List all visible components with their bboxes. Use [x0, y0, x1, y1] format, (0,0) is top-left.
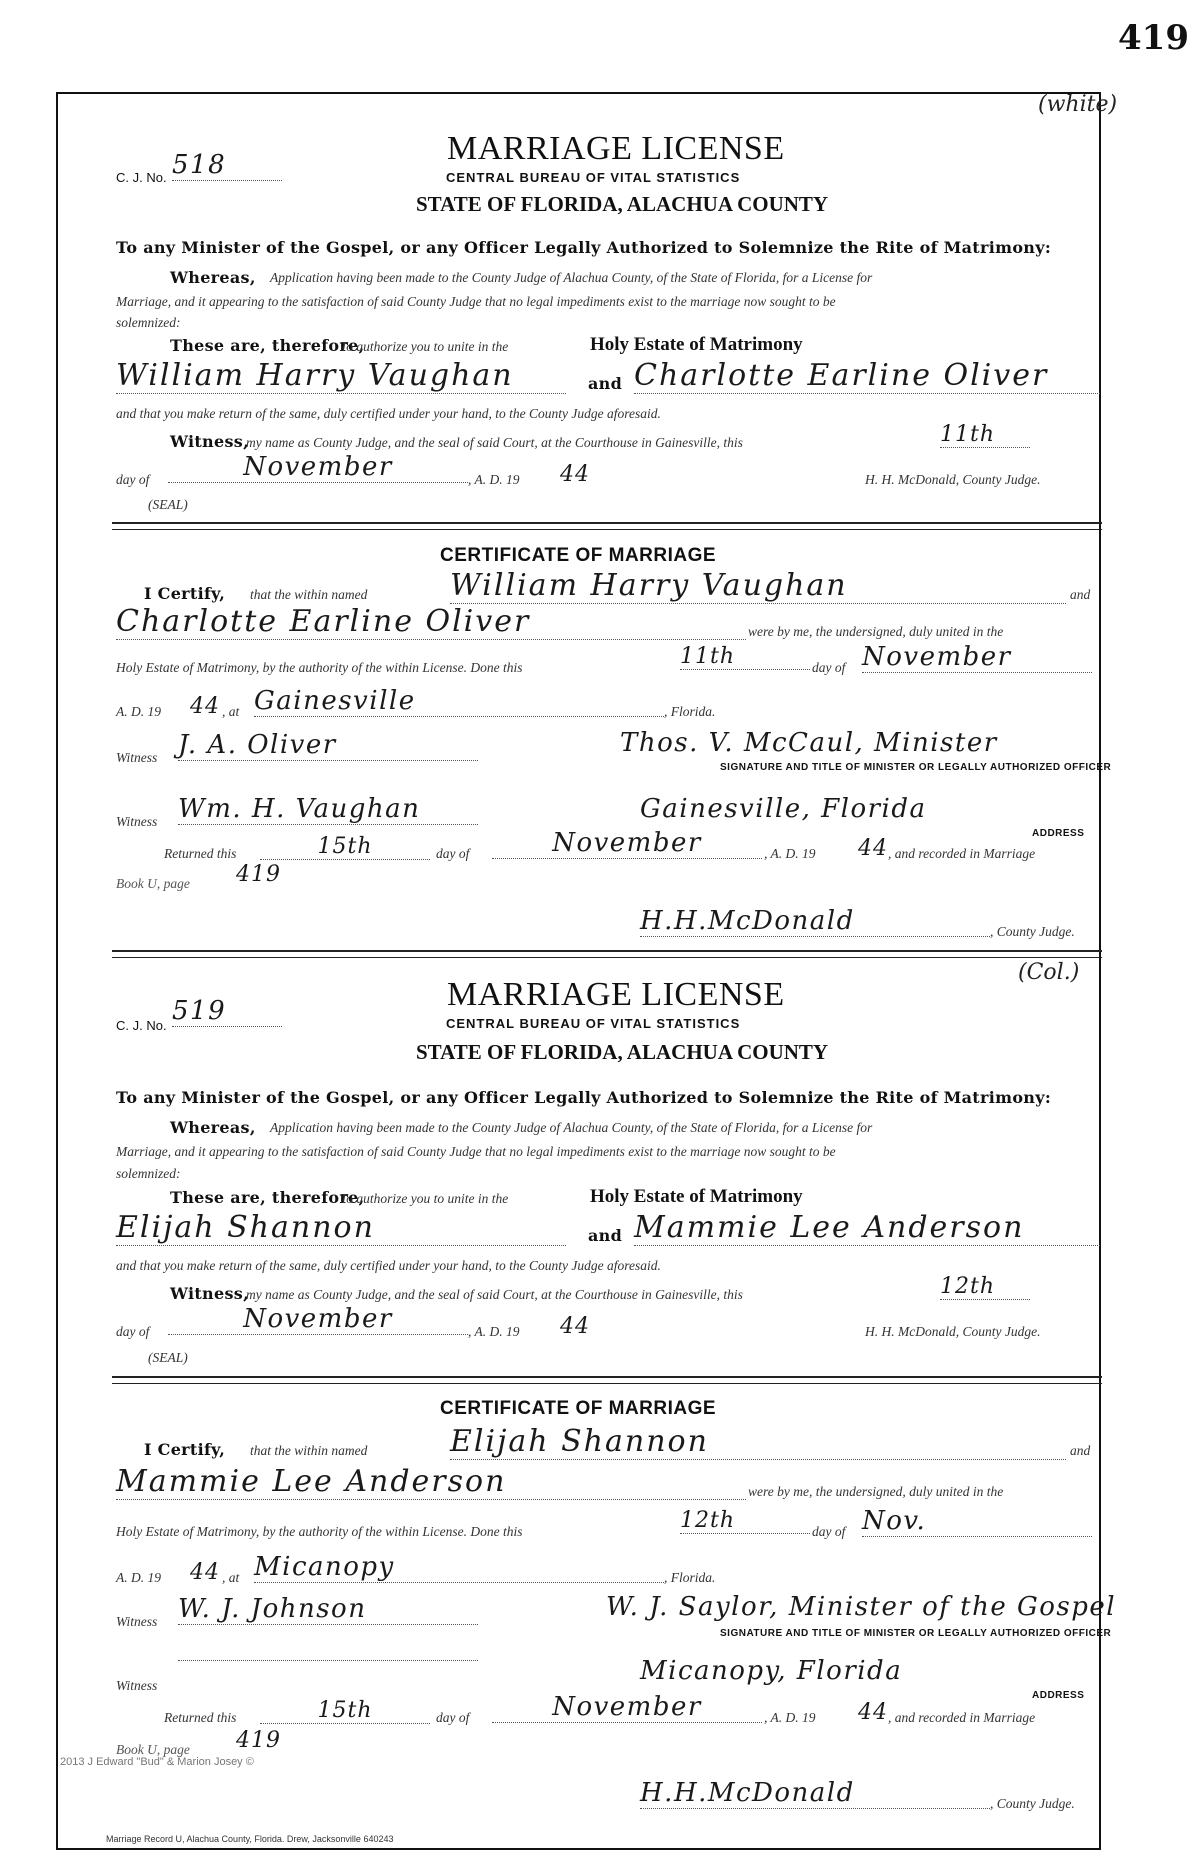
holy-estate: Holy Estate of Matrimony: [590, 334, 803, 355]
witness2-label: Witness: [116, 814, 158, 829]
these-text: To authorize you to unite in the: [340, 339, 509, 354]
recorded-year-2: 44: [858, 1700, 888, 1725]
officer-caption-2: SIGNATURE AND TITLE OF MINISTER OR LEGALLY AUTHORIZED OFFICER: [720, 1628, 1112, 1639]
certify-label-2: I Certify,: [144, 1440, 226, 1459]
cj-label-2: C. J. No.: [116, 1018, 167, 1033]
witness1-name-2: W. J. Johnson: [178, 1594, 478, 1625]
returned-month-2: November: [492, 1692, 762, 1723]
cert-place: Gainesville: [254, 686, 664, 717]
watermark: 2013 J Edward "Bud" & Marion Josey ©: [60, 1756, 254, 1768]
officer-signature: Thos. V. McCaul, Minister: [620, 728, 998, 758]
returned-day-2: 15th: [260, 1698, 430, 1724]
groom-name: William Harry Vaughan: [116, 358, 566, 394]
cj-label: C. J. No.: [116, 170, 167, 185]
these-label-2: These are, therefore,: [170, 1188, 365, 1207]
whereas-text-3-2: solemnized:: [116, 1166, 181, 1181]
day-of-label: day of: [116, 472, 150, 487]
officer-address: Gainesville, Florida: [640, 794, 927, 824]
cert-ad-label: A. D. 19: [116, 704, 161, 719]
certificate-title-2: CERTIFICATE OF MARRIAGE: [440, 1398, 717, 1419]
section-divider-2: [112, 1376, 1102, 1384]
recorded-text: , A. D. 19: [764, 846, 816, 861]
cert-month-2: Nov.: [862, 1506, 1092, 1537]
holy-text-2: Holy Estate of Matrimony, by the authority of the within License. Done this: [116, 1524, 523, 1539]
officer-address-2: Micanopy, Florida: [640, 1656, 903, 1686]
whereas-label: Whereas,: [170, 268, 256, 287]
witness-label-2: Witness,: [170, 1284, 249, 1303]
page-frame: [56, 92, 1101, 1850]
these-label: These are, therefore,: [170, 336, 365, 355]
license-title: MARRIAGE LICENSE: [447, 130, 785, 167]
day-of-label-2: day of: [116, 1324, 150, 1339]
cert-bride-2: Mammie Lee Anderson: [116, 1464, 746, 1500]
judge-signature: H.H.McDonald: [640, 906, 990, 937]
united-text-2: were by me, the undersigned, duly united in the: [748, 1484, 1004, 1499]
judge-signature-2: H.H.McDonald: [640, 1778, 990, 1809]
license-title-2: MARRIAGE LICENSE: [447, 976, 785, 1013]
witness1-name: J. A. Oliver: [178, 730, 478, 761]
cert-bride: Charlotte Earline Oliver: [116, 604, 746, 640]
footer-imprint: Marriage Record U, Alachua County, Florida. Drew, Jacksonville 640243: [106, 1834, 394, 1844]
cert-day: 11th: [680, 644, 810, 670]
cert-day-of-2: day of: [812, 1524, 846, 1539]
cert-day-2: 12th: [680, 1508, 810, 1534]
bureau-name-2: CENTRAL BUREAU OF VITAL STATISTICS: [446, 1016, 741, 1031]
whereas-label-2: Whereas,: [170, 1118, 256, 1137]
state-county: STATE OF FLORIDA, ALACHUA COUNTY: [416, 192, 829, 216]
officer-caption: SIGNATURE AND TITLE OF MINISTER OR LEGALLY AUTHORIZED OFFICER: [720, 762, 1112, 773]
judge-printed-2: H. H. McDonald, County Judge.: [865, 1324, 1041, 1339]
book-label: Book U, page: [116, 876, 190, 891]
returned-label-2: Returned this: [164, 1710, 237, 1725]
witness2-name: Wm. H. Vaughan: [178, 794, 478, 825]
bride-name: Charlotte Earline Oliver: [634, 358, 1100, 394]
seal-label-2: (SEAL): [148, 1350, 188, 1365]
cert-day-of: day of: [812, 660, 846, 675]
cj-number-2: 519: [172, 996, 282, 1027]
cert-at-label: , at: [222, 704, 240, 719]
cert-florida: , Florida.: [664, 704, 716, 719]
bureau-name: CENTRAL BUREAU OF VITAL STATISTICS: [446, 170, 741, 185]
groom-name-2: Elijah Shannon: [116, 1210, 566, 1246]
ad-label-2: , A. D. 19: [468, 1324, 520, 1339]
return-text-2: and that you make return of the same, duly certified under your hand, to the County Judge aforesaid.: [116, 1258, 661, 1273]
license-year-2: 44: [560, 1314, 590, 1339]
cert-year-2: 44: [190, 1560, 220, 1585]
address-caption: ADDRESS: [1032, 828, 1085, 839]
cert-groom: William Harry Vaughan: [450, 568, 1066, 604]
cert-month: November: [862, 642, 1092, 673]
certify-label: I Certify,: [144, 584, 226, 603]
whereas-text-2-2: Marriage, and it appearing to the satisfaction of said County Judge that no legal impediments exist to the marriage now sought to be: [116, 1144, 836, 1159]
bride-name-2: Mammie Lee Anderson: [634, 1210, 1100, 1246]
cert-at-label-2: , at: [222, 1570, 240, 1585]
witness-text-2: my name as County Judge, and the seal of said Court, at the Courthouse in Gainesville, this: [246, 1287, 743, 1302]
returned-day-of-2: day of: [436, 1710, 470, 1725]
race-note-2: (Col.): [1018, 960, 1080, 985]
license-month-2: November: [168, 1304, 468, 1335]
cert-and: and: [1070, 587, 1091, 602]
returned-label: Returned this: [164, 846, 237, 861]
holy-estate-2: Holy Estate of Matrimony: [590, 1186, 803, 1207]
and-label: and: [588, 374, 623, 393]
recorded-tail-2: , and recorded in Marriage: [888, 1710, 1036, 1725]
cert-year: 44: [190, 694, 220, 719]
returned-day: 15th: [260, 834, 430, 860]
county-judge-label-2: , County Judge.: [990, 1796, 1075, 1811]
cj-number: 518: [172, 150, 282, 181]
whereas-text-2: Marriage, and it appearing to the satisfaction of said County Judge that no legal impediments exist to the marriage now sought to be: [116, 294, 836, 309]
return-text: and that you make return of the same, duly certified under your hand, to the County Judge aforesaid.: [116, 406, 661, 421]
witness2-label-2: Witness: [116, 1678, 158, 1693]
witness1-label: Witness: [116, 750, 158, 765]
book-page: 419: [236, 862, 281, 887]
recorded-text-2: , A. D. 19: [764, 1710, 816, 1725]
cert-and-2: and: [1070, 1443, 1091, 1458]
whereas-text-1: Application having been made to the County Judge of Alachua County, of the State of Florida, for a License for: [270, 270, 873, 285]
page-number: 419: [1118, 18, 1189, 58]
salutation-2: To any Minister of the Gospel, or any Officer Legally Authorized to Solemnize the Rite of Matrimony:: [116, 1088, 1052, 1107]
license-divider: [112, 950, 1102, 958]
book-page-2: 419: [236, 1728, 281, 1753]
book-label-2: Book U, page: [116, 1742, 190, 1757]
cert-place-2: Micanopy: [254, 1552, 664, 1583]
these-text-2: To authorize you to unite in the: [340, 1191, 509, 1206]
seal-label: (SEAL): [148, 497, 188, 512]
county-judge-label: , County Judge.: [990, 924, 1075, 939]
witness-text: my name as County Judge, and the seal of said Court, at the Courthouse in Gainesville, this: [246, 435, 743, 450]
address-caption-2: ADDRESS: [1032, 1690, 1085, 1701]
whereas-text-3: solemnized:: [116, 315, 181, 330]
returned-month: November: [492, 828, 762, 859]
license-year: 44: [560, 462, 590, 487]
witness-label: Witness,: [170, 432, 249, 451]
race-note: (white): [1038, 92, 1118, 117]
certify-text: that the within named: [250, 587, 368, 602]
recorded-tail: , and recorded in Marriage: [888, 846, 1036, 861]
certify-text-2: that the within named: [250, 1443, 368, 1458]
whereas-text-1-2: Application having been made to the County Judge of Alachua County, of the State of Florida, for a License for: [270, 1120, 873, 1135]
cert-groom-2: Elijah Shannon: [450, 1424, 1066, 1460]
united-text: were by me, the undersigned, duly united in the: [748, 624, 1004, 639]
license-day-2: 12th: [940, 1274, 1030, 1300]
state-county-2: STATE OF FLORIDA, ALACHUA COUNTY: [416, 1040, 829, 1064]
and-label-2: and: [588, 1226, 623, 1245]
returned-day-of: day of: [436, 846, 470, 861]
salutation: To any Minister of the Gospel, or any Officer Legally Authorized to Solemnize the Rite of Matrimony:: [116, 238, 1052, 257]
license-month: November: [168, 452, 468, 483]
cert-florida-2: , Florida.: [664, 1570, 716, 1585]
ad-label: , A. D. 19: [468, 472, 520, 487]
witness2-name-2: [178, 1660, 478, 1661]
judge-printed: H. H. McDonald, County Judge.: [865, 472, 1041, 487]
cert-ad-label-2: A. D. 19: [116, 1570, 161, 1585]
section-divider: [112, 522, 1102, 530]
recorded-year: 44: [858, 836, 888, 861]
license-day: 11th: [940, 422, 1030, 448]
officer-signature-2: W. J. Saylor, Minister of the Gospel: [606, 1592, 1117, 1622]
holy-text: Holy Estate of Matrimony, by the authority of the within License. Done this: [116, 660, 523, 675]
certificate-title: CERTIFICATE OF MARRIAGE: [440, 545, 717, 566]
witness1-label-2: Witness: [116, 1614, 158, 1629]
